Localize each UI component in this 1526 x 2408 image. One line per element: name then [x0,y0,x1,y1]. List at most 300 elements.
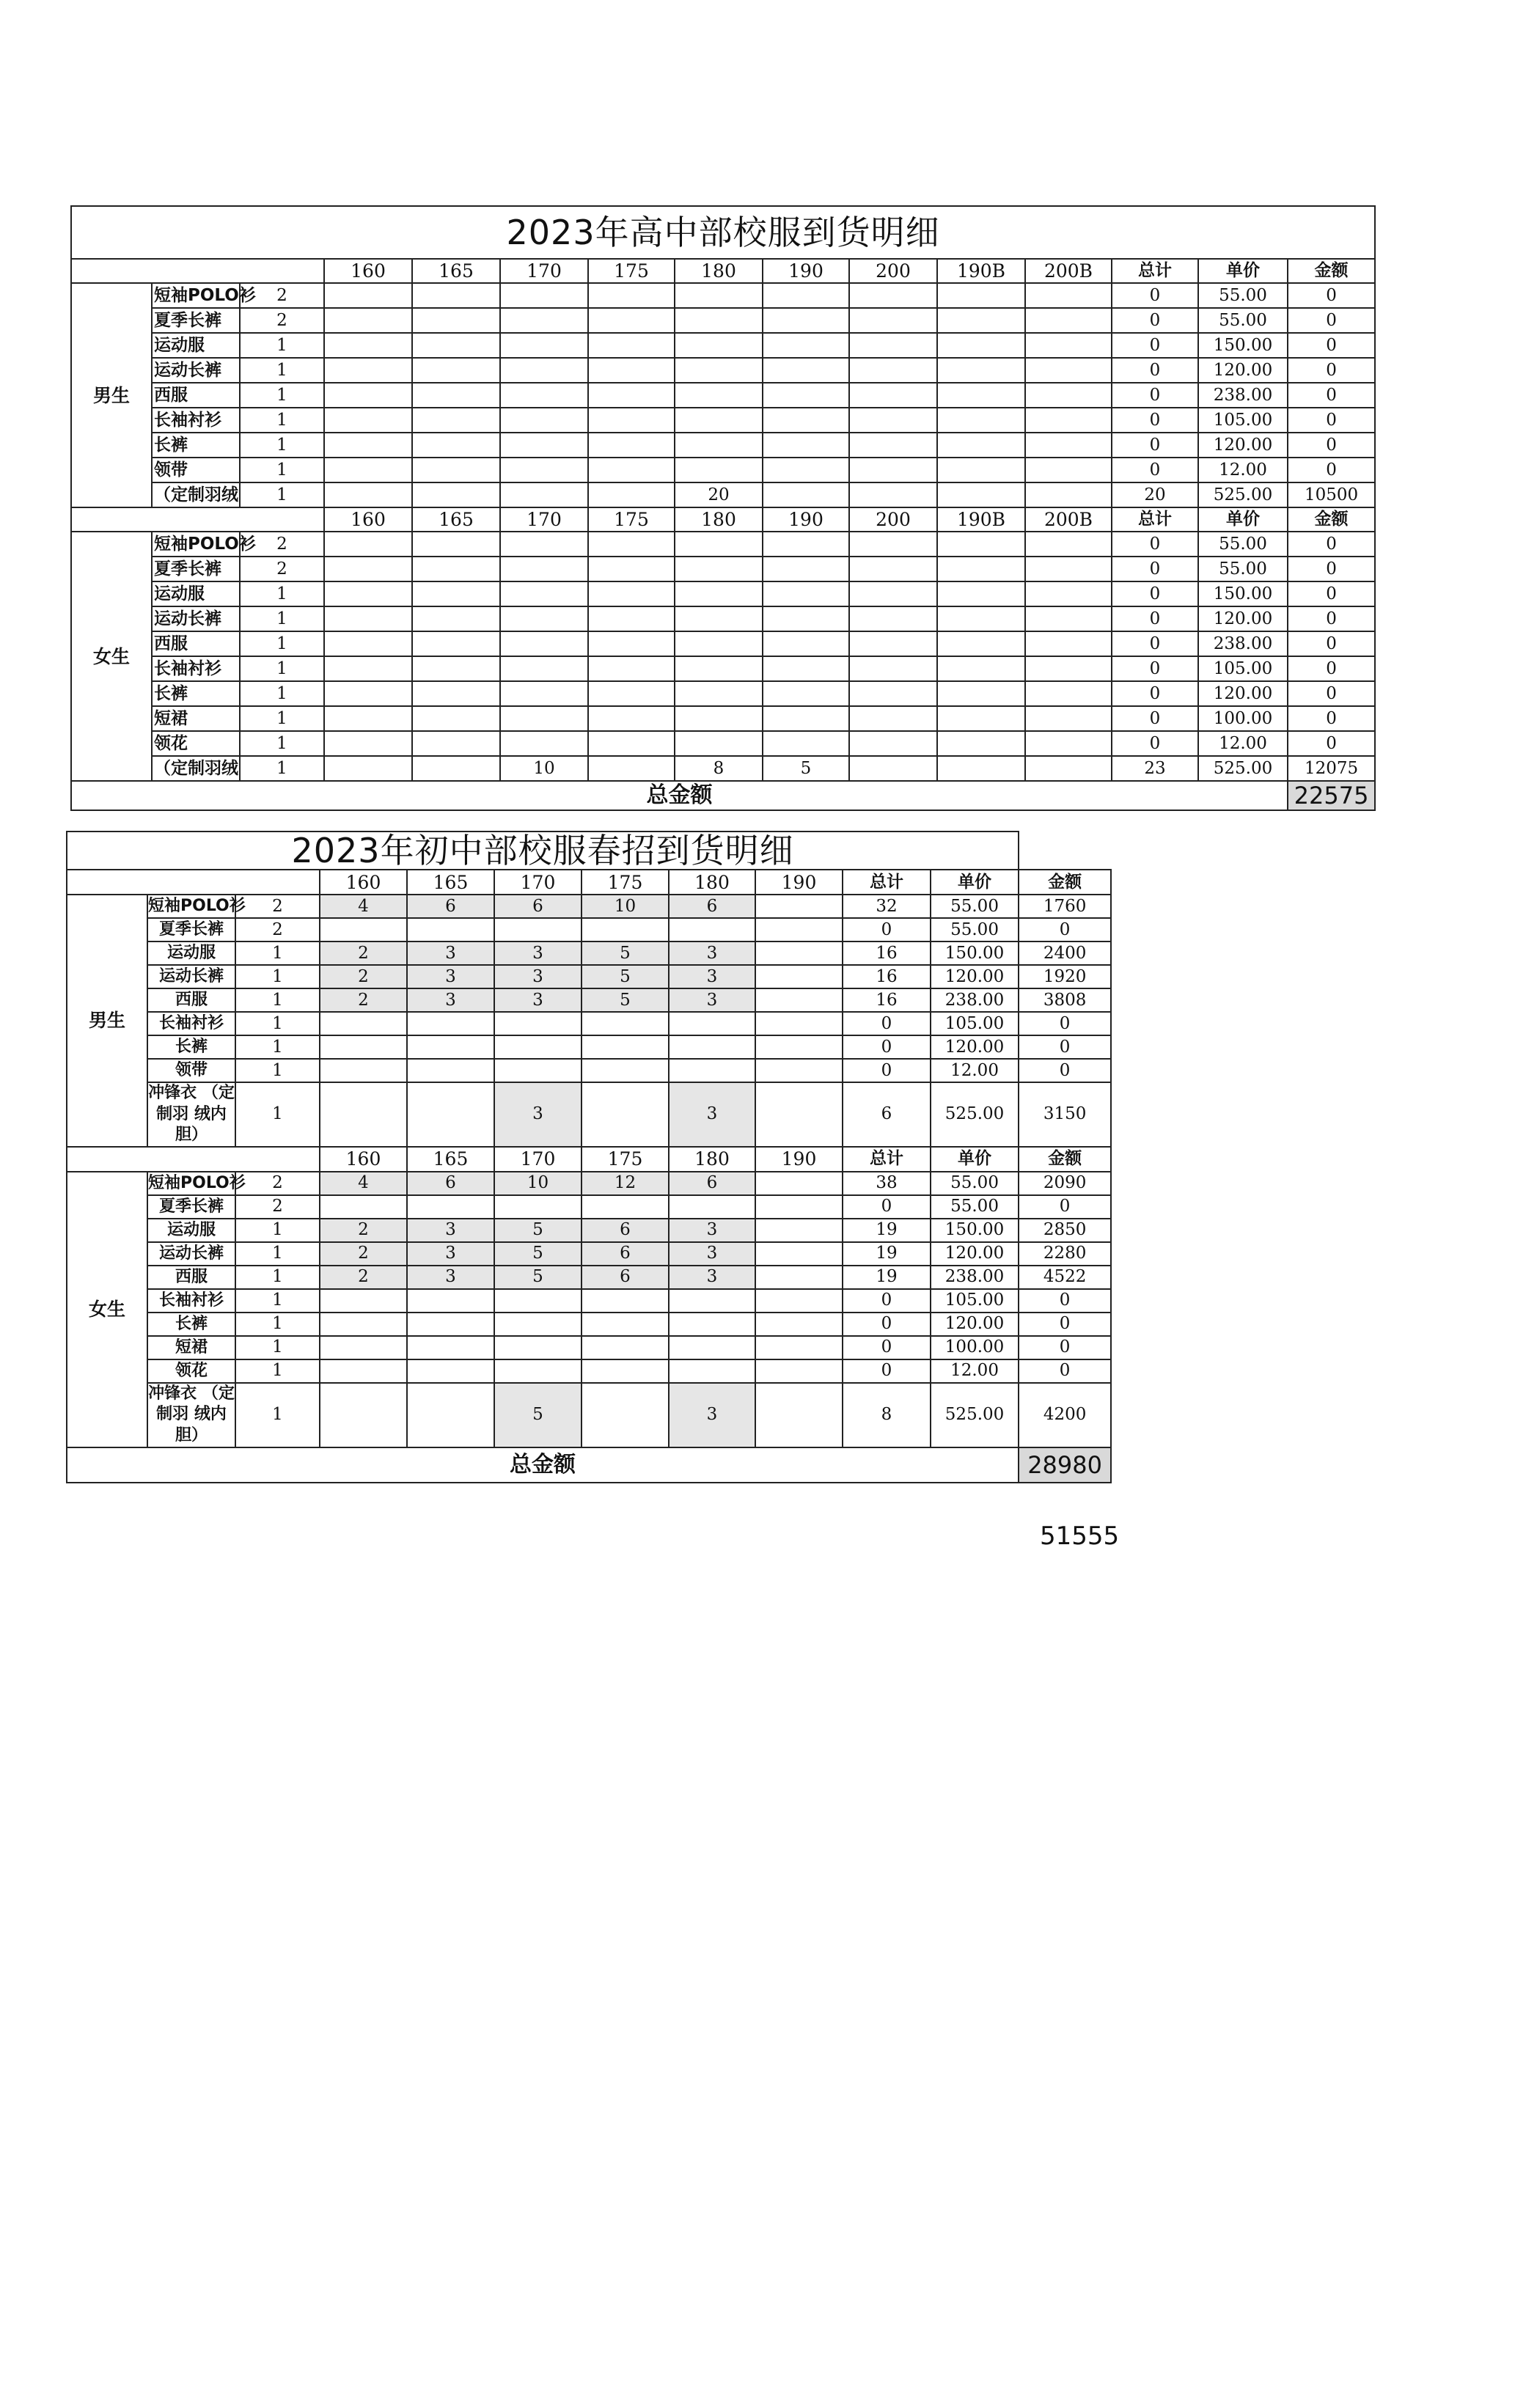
total-amount-value: 22575 [1288,781,1375,810]
item-qty: 2 [235,895,320,918]
row-amount: 0 [1288,656,1375,681]
size-qty: 3 [669,1219,755,1242]
size-qty [412,308,500,333]
item-name: 领带 [147,1059,235,1082]
item-qty: 1 [235,1383,320,1447]
size-header: 200 [849,259,937,283]
size-qty [412,606,500,631]
size-qty: 6 [494,895,582,918]
size-qty [324,383,412,408]
size-qty [669,1195,755,1219]
total-header: 总计 [1112,507,1198,532]
size-qty [407,1012,494,1035]
item-name: 短袖POLO衫 [147,1172,235,1195]
size-qty [412,408,500,433]
unit-price: 100.00 [931,1336,1019,1359]
size-qty [763,308,849,333]
table-row [71,408,1375,433]
size-qty [755,1242,843,1266]
size-qty [755,1266,843,1289]
size-header: 190 [755,870,843,895]
row-total: 19 [843,1266,931,1289]
item-name: 夏季长裤 [152,308,240,333]
size-header: 180 [675,259,763,283]
size-qty [588,408,675,433]
size-qty [494,1336,582,1359]
size-qty [1025,283,1112,308]
size-qty [582,1359,669,1383]
unit-price: 525.00 [1198,756,1288,781]
item-name: 短袖POLO衫 [152,532,240,557]
total-amount-value: 28980 [1019,1447,1111,1483]
row-amount: 2400 [1019,941,1111,965]
size-header: 165 [407,1147,494,1172]
size-qty [669,1035,755,1059]
row-amount: 4522 [1019,1266,1111,1289]
item-qty: 2 [235,918,320,941]
size-qty [763,532,849,557]
size-qty: 5 [494,1219,582,1242]
size-qty [849,557,937,581]
table-row [71,532,1375,557]
item-qty: 1 [235,1242,320,1266]
row-total: 0 [1112,532,1198,557]
row-amount: 0 [1288,283,1375,308]
amount-header: 金额 [1019,870,1111,895]
size-header-row [71,259,1375,283]
unit-price: 55.00 [931,918,1019,941]
size-qty: 12 [582,1172,669,1195]
row-total: 0 [1112,606,1198,631]
size-qty [755,1336,843,1359]
size-qty [588,731,675,756]
size-qty [412,333,500,358]
amount-header: 金额 [1019,1147,1111,1172]
size-qty [675,656,763,681]
size-qty [412,283,500,308]
size-qty [1025,631,1112,656]
size-qty [763,383,849,408]
size-qty: 2 [320,941,407,965]
table-row [67,1219,1111,1242]
size-qty [849,383,937,408]
size-qty [324,283,412,308]
total-row [71,781,1375,810]
size-header: 165 [412,259,500,283]
size-qty: 3 [494,941,582,965]
size-qty [755,895,843,918]
blank-cell [71,507,324,532]
size-qty [588,383,675,408]
unit-price: 100.00 [1198,706,1288,731]
size-qty: 6 [582,1266,669,1289]
item-qty: 1 [235,1219,320,1242]
table-row [71,606,1375,631]
size-qty [849,631,937,656]
table-row [67,1012,1111,1035]
row-total: 0 [843,1313,931,1336]
row-total: 0 [1112,631,1198,656]
size-qty [582,1059,669,1082]
size-qty [937,681,1025,706]
size-qty [763,458,849,482]
size-qty: 10 [494,1172,582,1195]
row-amount: 0 [1288,308,1375,333]
size-qty [1025,731,1112,756]
size-qty [1025,308,1112,333]
item-qty: 2 [235,1172,320,1195]
row-total: 19 [843,1242,931,1266]
size-header: 175 [588,507,675,532]
item-qty: 1 [235,1359,320,1383]
unit-price: 55.00 [931,1172,1019,1195]
item-qty: 1 [240,731,324,756]
unit-price: 105.00 [931,1289,1019,1313]
item-name: 领花 [152,731,240,756]
size-qty [849,756,937,781]
row-total: 0 [1112,408,1198,433]
size-qty [669,1059,755,1082]
size-qty [937,308,1025,333]
unit-price: 150.00 [1198,333,1288,358]
row-total: 0 [1112,557,1198,581]
size-qty [500,532,588,557]
size-qty [494,1035,582,1059]
row-total: 0 [1112,731,1198,756]
row-total: 16 [843,941,931,965]
size-qty [1025,333,1112,358]
item-name: 长袖衬衫 [152,408,240,433]
unit-price: 12.00 [1198,731,1288,756]
blank-cell [67,1147,320,1172]
unit-price: 150.00 [931,1219,1019,1242]
size-qty [849,681,937,706]
item-qty: 1 [235,1035,320,1059]
size-qty [937,433,1025,458]
row-amount: 0 [1288,458,1375,482]
table-row [71,433,1375,458]
size-qty [412,433,500,458]
size-qty [324,731,412,756]
size-qty [494,918,582,941]
table-row [67,1035,1111,1059]
item-name: 短袖POLO衫 [152,283,240,308]
table-row [67,941,1111,965]
item-qty: 1 [235,965,320,988]
size-qty [324,557,412,581]
item-name: 长裤 [152,681,240,706]
size-qty [755,988,843,1012]
row-amount: 0 [1019,1059,1111,1082]
size-header: 190B [937,259,1025,283]
size-qty [412,358,500,383]
size-header: 160 [324,507,412,532]
row-total: 0 [1112,383,1198,408]
size-qty [755,1313,843,1336]
size-qty [324,756,412,781]
size-header: 200B [1025,507,1112,532]
size-qty [494,1313,582,1336]
size-qty [755,965,843,988]
row-amount: 2850 [1019,1219,1111,1242]
row-amount: 2280 [1019,1242,1111,1266]
size-qty [500,333,588,358]
size-qty [675,532,763,557]
size-qty [1025,681,1112,706]
size-qty: 2 [320,988,407,1012]
row-amount: 0 [1288,606,1375,631]
size-qty: 3 [407,965,494,988]
size-qty: 6 [407,1172,494,1195]
size-qty: 3 [407,1219,494,1242]
item-name: 运动服 [152,581,240,606]
size-header: 175 [582,1147,669,1172]
size-qty [1025,383,1112,408]
size-header: 170 [500,259,588,283]
size-header: 160 [320,1147,407,1172]
size-qty [937,408,1025,433]
item-qty: 1 [240,458,324,482]
item-qty: 1 [240,482,324,507]
size-qty [1025,532,1112,557]
size-qty [588,333,675,358]
item-name: 运动长裤 [147,965,235,988]
row-total: 0 [843,1336,931,1359]
size-qty [849,358,937,383]
row-total: 0 [1112,681,1198,706]
size-qty [500,482,588,507]
item-qty: 1 [240,706,324,731]
row-amount: 0 [1288,408,1375,433]
blank-cell [67,870,320,895]
row-total: 0 [843,918,931,941]
table-row [71,681,1375,706]
price-header: 单价 [931,870,1019,895]
size-qty: 3 [669,1383,755,1447]
size-qty [937,532,1025,557]
row-total: 16 [843,988,931,1012]
blank-cell [71,259,324,283]
size-qty [407,1289,494,1313]
row-total: 0 [1112,458,1198,482]
size-qty [324,681,412,706]
size-qty [937,631,1025,656]
table-row [71,756,1375,781]
unit-price: 120.00 [1198,433,1288,458]
size-qty [412,581,500,606]
size-qty [588,606,675,631]
row-amount: 0 [1019,1012,1111,1035]
size-header: 160 [320,870,407,895]
table-row [67,895,1111,918]
item-qty: 1 [235,988,320,1012]
size-header: 190B [937,507,1025,532]
size-qty [500,433,588,458]
table-row [71,631,1375,656]
total-amount-label: 总金额 [71,781,1288,810]
size-qty [412,706,500,731]
size-qty [937,482,1025,507]
size-header: 175 [588,259,675,283]
item-qty: 1 [240,383,324,408]
gender-label: 男生 [71,283,152,507]
size-qty [849,333,937,358]
table-row [67,988,1111,1012]
size-header: 170 [500,507,588,532]
size-qty [1025,433,1112,458]
size-qty [324,308,412,333]
size-qty [412,656,500,681]
size-qty [582,1195,669,1219]
table-row [71,333,1375,358]
size-qty [582,918,669,941]
row-total: 16 [843,965,931,988]
size-qty [755,918,843,941]
size-qty [588,656,675,681]
size-header: 200B [1025,259,1112,283]
size-qty [755,1359,843,1383]
size-qty [675,383,763,408]
row-amount: 0 [1019,918,1111,941]
unit-price: 238.00 [931,1266,1019,1289]
item-name: 西服 [152,631,240,656]
size-qty: 20 [675,482,763,507]
size-qty [407,1035,494,1059]
unit-price: 525.00 [931,1082,1019,1147]
row-total: 0 [843,1195,931,1219]
item-name: 西服 [152,383,240,408]
row-amount: 0 [1019,1336,1111,1359]
item-qty: 1 [240,631,324,656]
size-qty: 3 [669,965,755,988]
size-qty [849,482,937,507]
table-row [67,1266,1111,1289]
size-qty: 8 [675,756,763,781]
size-qty [407,918,494,941]
size-header: 165 [407,870,494,895]
size-qty: 3 [494,1082,582,1147]
size-qty [320,1313,407,1336]
size-qty [937,606,1025,631]
row-amount: 2090 [1019,1172,1111,1195]
size-qty [675,333,763,358]
size-qty [407,1059,494,1082]
item-name: 长裤 [147,1035,235,1059]
item-name: 西服 [147,988,235,1012]
size-qty: 6 [582,1219,669,1242]
size-qty: 5 [582,941,669,965]
row-total: 0 [1112,283,1198,308]
table-row [67,1242,1111,1266]
size-qty [755,1195,843,1219]
table-row [71,706,1375,731]
size-qty [582,1289,669,1313]
size-qty [763,706,849,731]
size-qty [588,283,675,308]
size-qty [500,706,588,731]
item-qty: 1 [240,656,324,681]
grand-total: 51555 [1040,1521,1120,1551]
item-qty: 1 [235,1289,320,1313]
item-qty: 1 [240,681,324,706]
row-amount: 1760 [1019,895,1111,918]
size-header: 160 [324,259,412,283]
unit-price: 55.00 [931,895,1019,918]
size-qty: 3 [407,988,494,1012]
size-qty [412,383,500,408]
item-qty: 2 [235,1195,320,1219]
size-qty [675,308,763,333]
size-qty [755,1035,843,1059]
total-amount-label: 总金额 [67,1447,1019,1483]
size-qty [849,433,937,458]
row-amount: 0 [1288,631,1375,656]
size-qty: 6 [669,895,755,918]
size-qty: 3 [669,1082,755,1147]
row-total: 0 [1112,433,1198,458]
size-qty [1025,358,1112,383]
item-qty: 1 [240,581,324,606]
size-qty [763,557,849,581]
item-name: 运动长裤 [147,1242,235,1266]
size-qty [582,1313,669,1336]
size-qty: 3 [669,1266,755,1289]
size-qty [763,358,849,383]
size-qty [500,731,588,756]
size-qty [407,1383,494,1447]
table-row [67,1195,1111,1219]
unit-price: 150.00 [1198,581,1288,606]
item-name: 夏季长裤 [147,918,235,941]
size-qty [320,1082,407,1147]
item-name: 长袖衬衫 [152,656,240,681]
total-header: 总计 [843,870,931,895]
size-qty [1025,606,1112,631]
size-qty [494,1059,582,1082]
row-amount: 0 [1288,706,1375,731]
size-qty [675,731,763,756]
size-qty [500,631,588,656]
size-qty [675,681,763,706]
size-qty [1025,482,1112,507]
size-qty [412,756,500,781]
size-qty [588,458,675,482]
size-qty [675,458,763,482]
size-qty [675,408,763,433]
row-total: 0 [843,1012,931,1035]
row-amount: 0 [1288,557,1375,581]
row-amount: 0 [1019,1359,1111,1383]
size-qty [494,1359,582,1383]
row-amount: 0 [1288,383,1375,408]
row-total: 0 [1112,358,1198,383]
row-amount: 0 [1288,433,1375,458]
size-qty [407,1336,494,1359]
size-qty [588,557,675,581]
size-qty [588,681,675,706]
item-name: 短袖POLO衫 [147,895,235,918]
size-qty [588,433,675,458]
size-header: 165 [412,507,500,532]
item-name: 运动长裤 [152,358,240,383]
row-total: 19 [843,1219,931,1242]
size-qty [320,1195,407,1219]
item-name: 运动服 [147,1219,235,1242]
size-qty [500,557,588,581]
size-qty: 6 [669,1172,755,1195]
size-header: 190 [763,259,849,283]
size-qty [500,656,588,681]
